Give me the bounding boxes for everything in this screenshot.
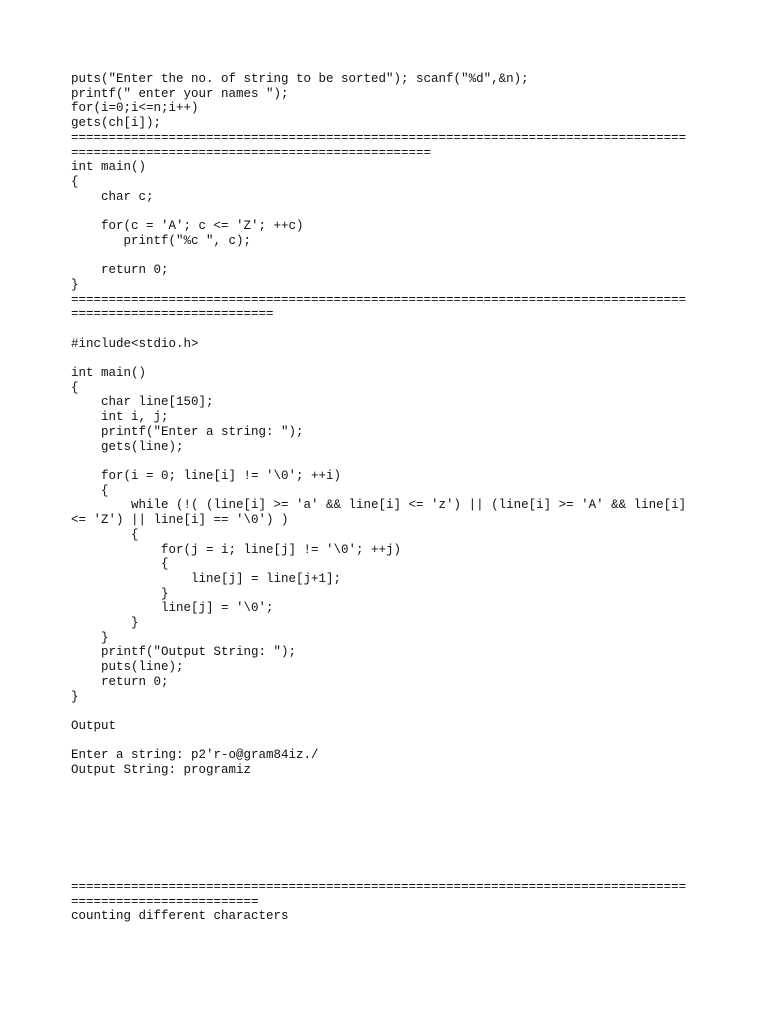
document-page: [71, 72, 751, 778]
blank-line: [71, 704, 751, 719]
bottom-section: [71, 880, 751, 924]
output-heading: Output: [71, 718, 117, 733]
remove-characters-program-code: #include<stdio.h> int main() { char line[150]; int i, j; printf("Enter a string: "); gets(line); for(i = 0; line[i] != '\0'; ++i) { while (!( (line[i] >= 'a' && line[i] <= 'z') || (line[i] >= 'A' && line[i] <= 'Z') || line[i] == '\0') ) { for(j = i; line[j] != '\0'; ++j) { line[j] = line[j+1]; } line[j] = '\0'; } } printf("Output String: "); puts(line); return 0; }: [71, 336, 687, 704]
program-output-text: Enter a string: p2'r-o@gram84iz./ Output String: programiz: [71, 748, 319, 778]
bottom-separator-and-heading: ================================================================================== ========================= counting different characters: [71, 880, 687, 924]
blank-line: [71, 734, 751, 749]
top-code-snippet: puts("Enter the no. of string to be sorted"); scanf("%d",&n); printf(" enter your names "); for(i=0;i<=n;i++) gets(ch[i]); ================================================================================== ================================================: [71, 72, 687, 160]
alphabet-program-code: int main() { char c; for(c = 'A'; c <= 'Z'; ++c) printf("%c ", c); return 0; } ================================================================================== ===========================: [71, 160, 687, 322]
